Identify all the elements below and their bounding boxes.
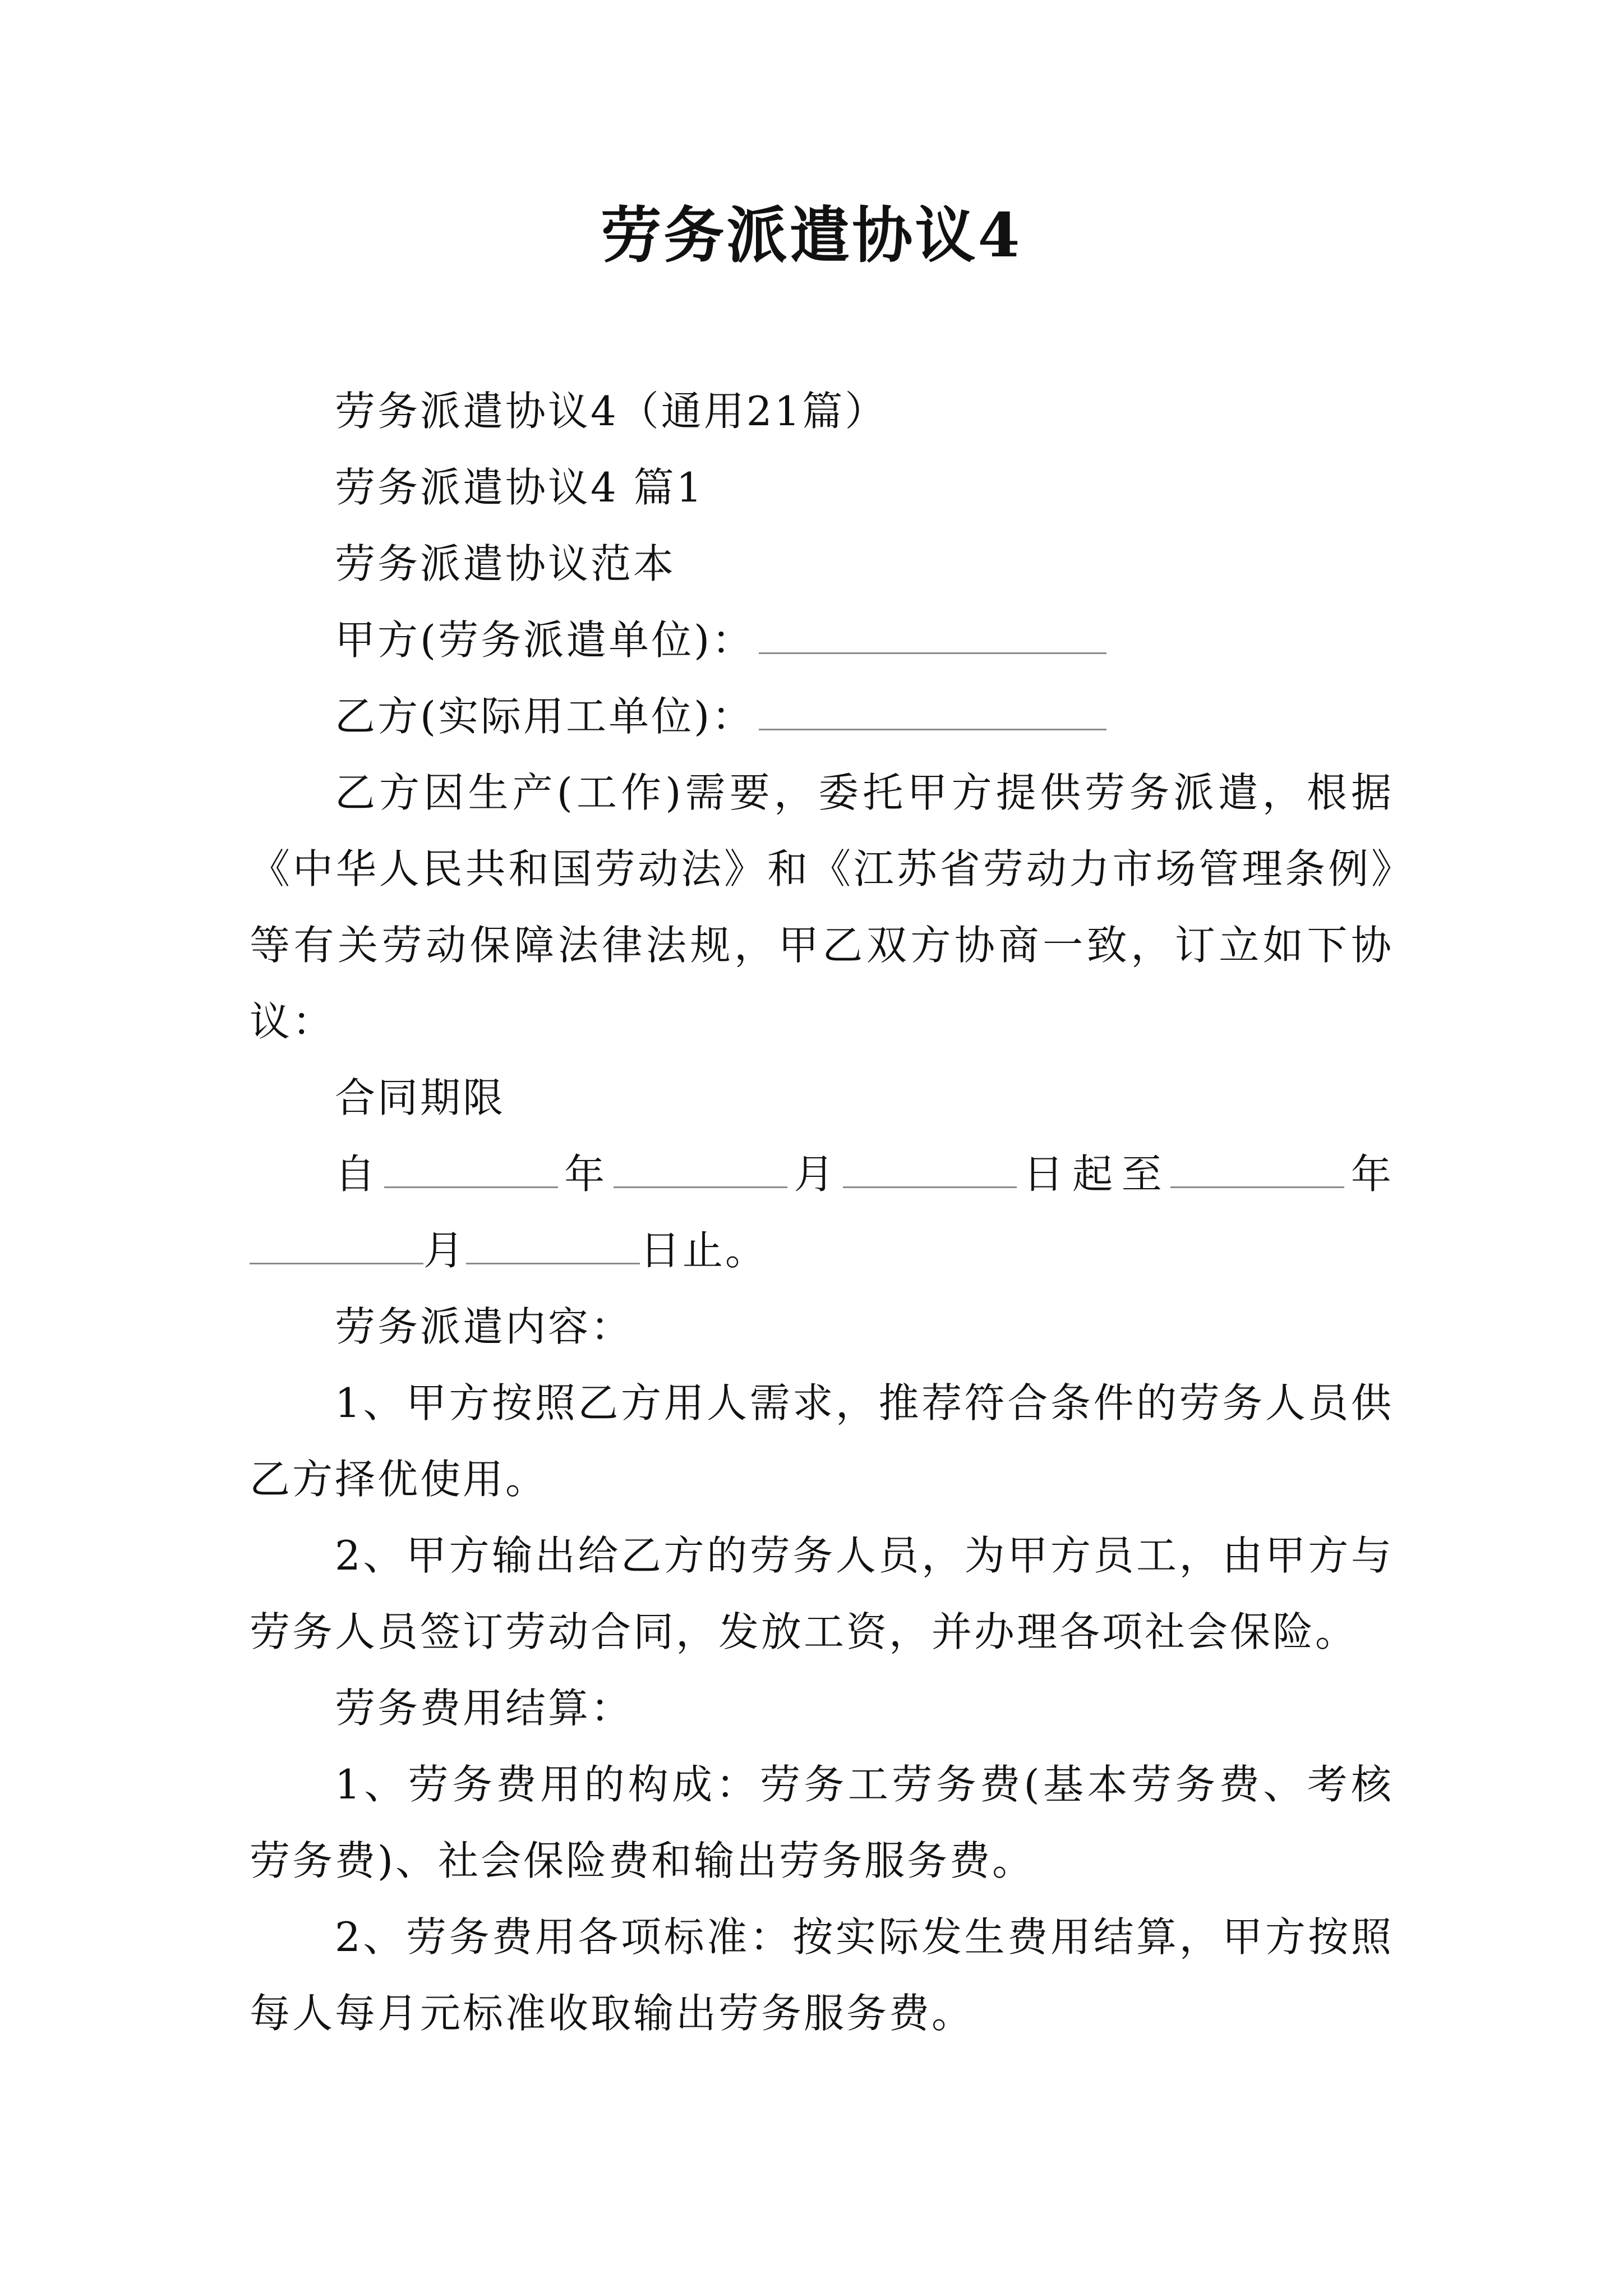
start-day-blank xyxy=(843,1152,1017,1188)
paragraph-chapter-heading: 劳务派遣协议4 篇1 xyxy=(335,464,704,511)
paragraph-dispatch-item-2: 2、甲方输出给乙方的劳务人员，为甲方员工，由甲方与劳务人员签订劳动合同，发放工资，并办理各项社会保险。 xyxy=(250,1532,1394,1655)
paragraph-fee-settlement-heading: 劳务费用结算： xyxy=(335,1685,634,1732)
end-day-blank xyxy=(466,1228,640,1264)
date-from-label: 自 xyxy=(335,1151,384,1198)
start-month-label: 月 xyxy=(787,1151,843,1198)
start-year-label: 年 xyxy=(557,1151,614,1198)
paragraph-term-dates xyxy=(250,1136,1394,1289)
party-a-blank xyxy=(759,618,1106,654)
end-month-label: 月 xyxy=(423,1227,467,1274)
paragraph-fee-item-1: 1、劳务费用的构成：劳务工劳务费(基本劳务费、考核劳务费)、社会保险费和输出劳务服务费。 xyxy=(250,1761,1394,1884)
party-b-blank xyxy=(759,694,1106,730)
party-a-label: 甲方(劳务派遣单位)： xyxy=(335,616,755,664)
document-body xyxy=(250,373,1394,2051)
paragraph-template-heading: 劳务派遣协议范本 xyxy=(335,540,676,587)
end-day-label: 日止。 xyxy=(640,1227,768,1274)
party-b-label: 乙方(实际用工单位)： xyxy=(335,693,755,740)
paragraph-fee-item-2: 2、劳务费用各项标准：按实际发生费用结算，甲方按照每人每月元标准收取输出劳务服务费。 xyxy=(250,1913,1394,2037)
paragraph-preamble: 乙方因生产(工作)需要，委托甲方提供劳务派遣，根据《中华人民共和国劳动法》和《江苏省劳动力市场管理条例》等有关劳动保障法律法规，甲乙双方协商一致，订立如下协议： xyxy=(250,769,1394,1045)
end-year-label: 年 xyxy=(1344,1151,1394,1198)
document-title: 劳务派遣协议4 xyxy=(601,200,1022,271)
start-month-blank xyxy=(614,1152,787,1188)
end-month-blank xyxy=(250,1228,423,1264)
paragraph-dispatch-content-heading: 劳务派遣内容： xyxy=(335,1303,634,1350)
paragraph-party-a xyxy=(250,602,1394,678)
paragraph-dispatch-item-1: 1、甲方按照乙方用人需求，推荐符合条件的劳务人员供乙方择优使用。 xyxy=(250,1379,1394,1503)
start-day-to-label: 日起至 xyxy=(1016,1151,1171,1198)
paragraph-term-heading: 合同期限 xyxy=(335,1074,506,1121)
paragraph-party-b xyxy=(250,678,1394,754)
end-year-blank xyxy=(1170,1152,1344,1188)
paragraph-subtitle: 劳务派遣协议4（通用21篇） xyxy=(335,388,888,435)
start-year-blank xyxy=(384,1152,558,1188)
